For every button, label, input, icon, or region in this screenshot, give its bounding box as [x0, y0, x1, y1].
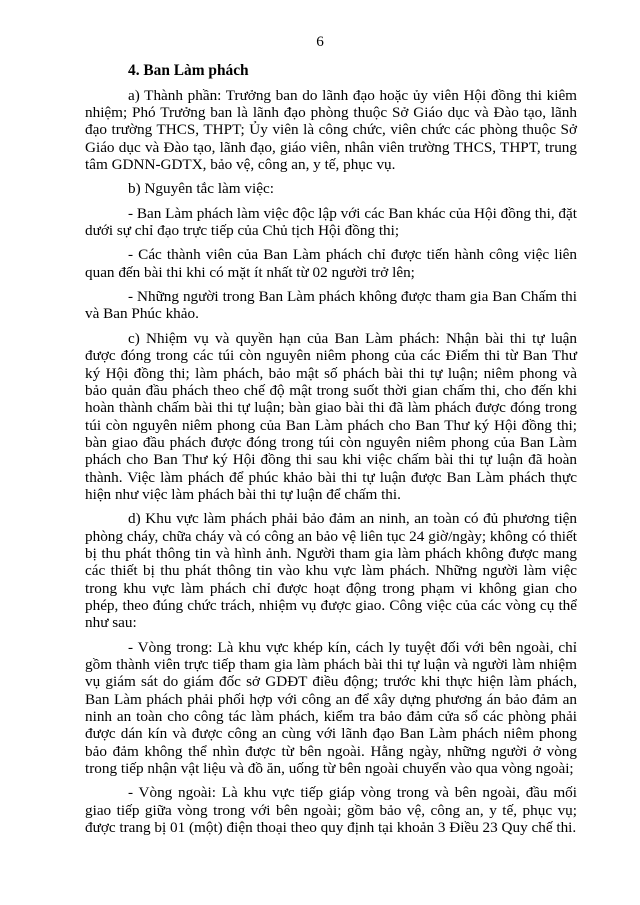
- paragraph-a-thanh-phan: a) Thành phần: Trưởng ban do lãnh đạo hoặc ủy viên Hội đồng thi kiêm nhiệm; Phó Trưởng ban là lãnh đạo phòng thuộc Sở Giáo dục và Đào tạo, lãnh đạo trường THCS, THPT; Ủy viên là công chức, viên chức các phòng thuộc Sở Giáo dục và Đào tạo, lãnh đạo, giáo viên, nhân viên trường THCS, THPT, trung tâm GDNN-GDTX, bảo vệ, công an, y tế, phục vụ.: [85, 86, 577, 174]
- bullet-ban-lam-phach-doc-lap: - Ban Làm phách làm việc độc lập với các Ban khác của Hội đồng thi, đặt dưới sự chỉ đạo trực tiếp của Chủ tịch Hội đồng thi;: [85, 204, 577, 240]
- section-heading: 4. Ban Làm phách: [128, 62, 249, 80]
- bullet-khong-tham-gia-cham-thi: - Những người trong Ban Làm phách không được tham gia Ban Chấm thi và Ban Phúc khảo.: [85, 288, 577, 323]
- document-body: [85, 62, 577, 836]
- bullet-cac-thanh-vien: - Các thành viên của Ban Làm phách chỉ được tiến hành công việc liên quan đến bài thi khi có mặt ít nhất từ 02 người trở lên;: [85, 246, 577, 281]
- paragraph-d-khu-vuc: d) Khu vực làm phách phải bảo đảm an ninh, an toàn có đủ phương tiện phòng cháy, chữa cháy và có công an bảo vệ liên tục 24 giờ/ngày; không có thiết bị thu phát thông tin và hình ảnh. Người tham gia làm phách không được mang các thiết bị thu phát thông tin vào khu vực làm phách. Những người làm việc trong khu vực làm phách chỉ được hoạt động trong phạm vi không gian cho phép, theo đúng chức trách, nhiệm vụ được giao. Công việc của các vòng cụ thể như sau:: [85, 510, 577, 632]
- paragraph-b-nguyen-tac: b) Nguyên tắc làm việc:: [128, 180, 274, 198]
- paragraph-c-nhiem-vu: c) Nhiệm vụ và quyền hạn của Ban Làm phách: Nhận bài thi tự luận được đóng trong các túi còn nguyên niêm phong của các Điểm thi từ Ban Thư ký Hội đồng thi; làm phách, bảo mật số phách bài thi tự luận; niêm phong và bảo quản đầu phách theo chế độ mật trong suốt thời gian chấm thi, cho đến khi hoàn thành chấm bài thi tự luận; bàn giao bài thi đã làm phách được đóng trong túi còn nguyên niêm phong của Ban Làm phách cho Ban Thư ký Hội đồng thi; bàn giao đầu phách được đóng trong túi còn nguyên niêm phong của Ban Làm phách cho Ban Thư ký Hội đồng thi sau khi việc chấm bài thi tự luận đã hoàn thành. Việc làm phách để phúc khảo bài thi tự luận được Ban Làm phách thực hiện như việc làm phách bài thi tự luận để chấm thi.: [85, 329, 577, 503]
- page-number: 6: [316, 33, 324, 50]
- bullet-vong-trong: - Vòng trong: Là khu vực khép kín, cách ly tuyệt đối với bên ngoài, chỉ gồm thành viên trực tiếp tham gia làm phách bài thi tự luận và người làm nhiệm vụ giám sát do giám đốc sở GDĐT điều động; trước khi thực hiện làm phách, Ban Làm phách phải phối hợp với công an để xây dựng phương án bảo đảm an ninh an toàn cho công tác làm phách, kiểm tra bảo đảm cửa sổ các phòng phải được dán kín và được công an cùng với lãnh đạo Ban Làm phách niêm phong bảo đảm không thể nhìn được từ bên ngoài. Hằng ngày, những người ở vòng trong tiếp nhận vật liệu và đồ ăn, uống từ bên ngoài chuyển vào qua vòng ngoài;: [85, 638, 577, 778]
- bullet-vong-ngoai: - Vòng ngoài: Là khu vực tiếp giáp vòng trong và bên ngoài, đầu mối giao tiếp giữa vòng trong với bên ngoài; gồm bảo vệ, công an, y tế, phục vụ; được trang bị 01 (một) điện thoại theo quy định tại khoản 3 Điều 23 Quy chế thi.: [85, 784, 577, 837]
